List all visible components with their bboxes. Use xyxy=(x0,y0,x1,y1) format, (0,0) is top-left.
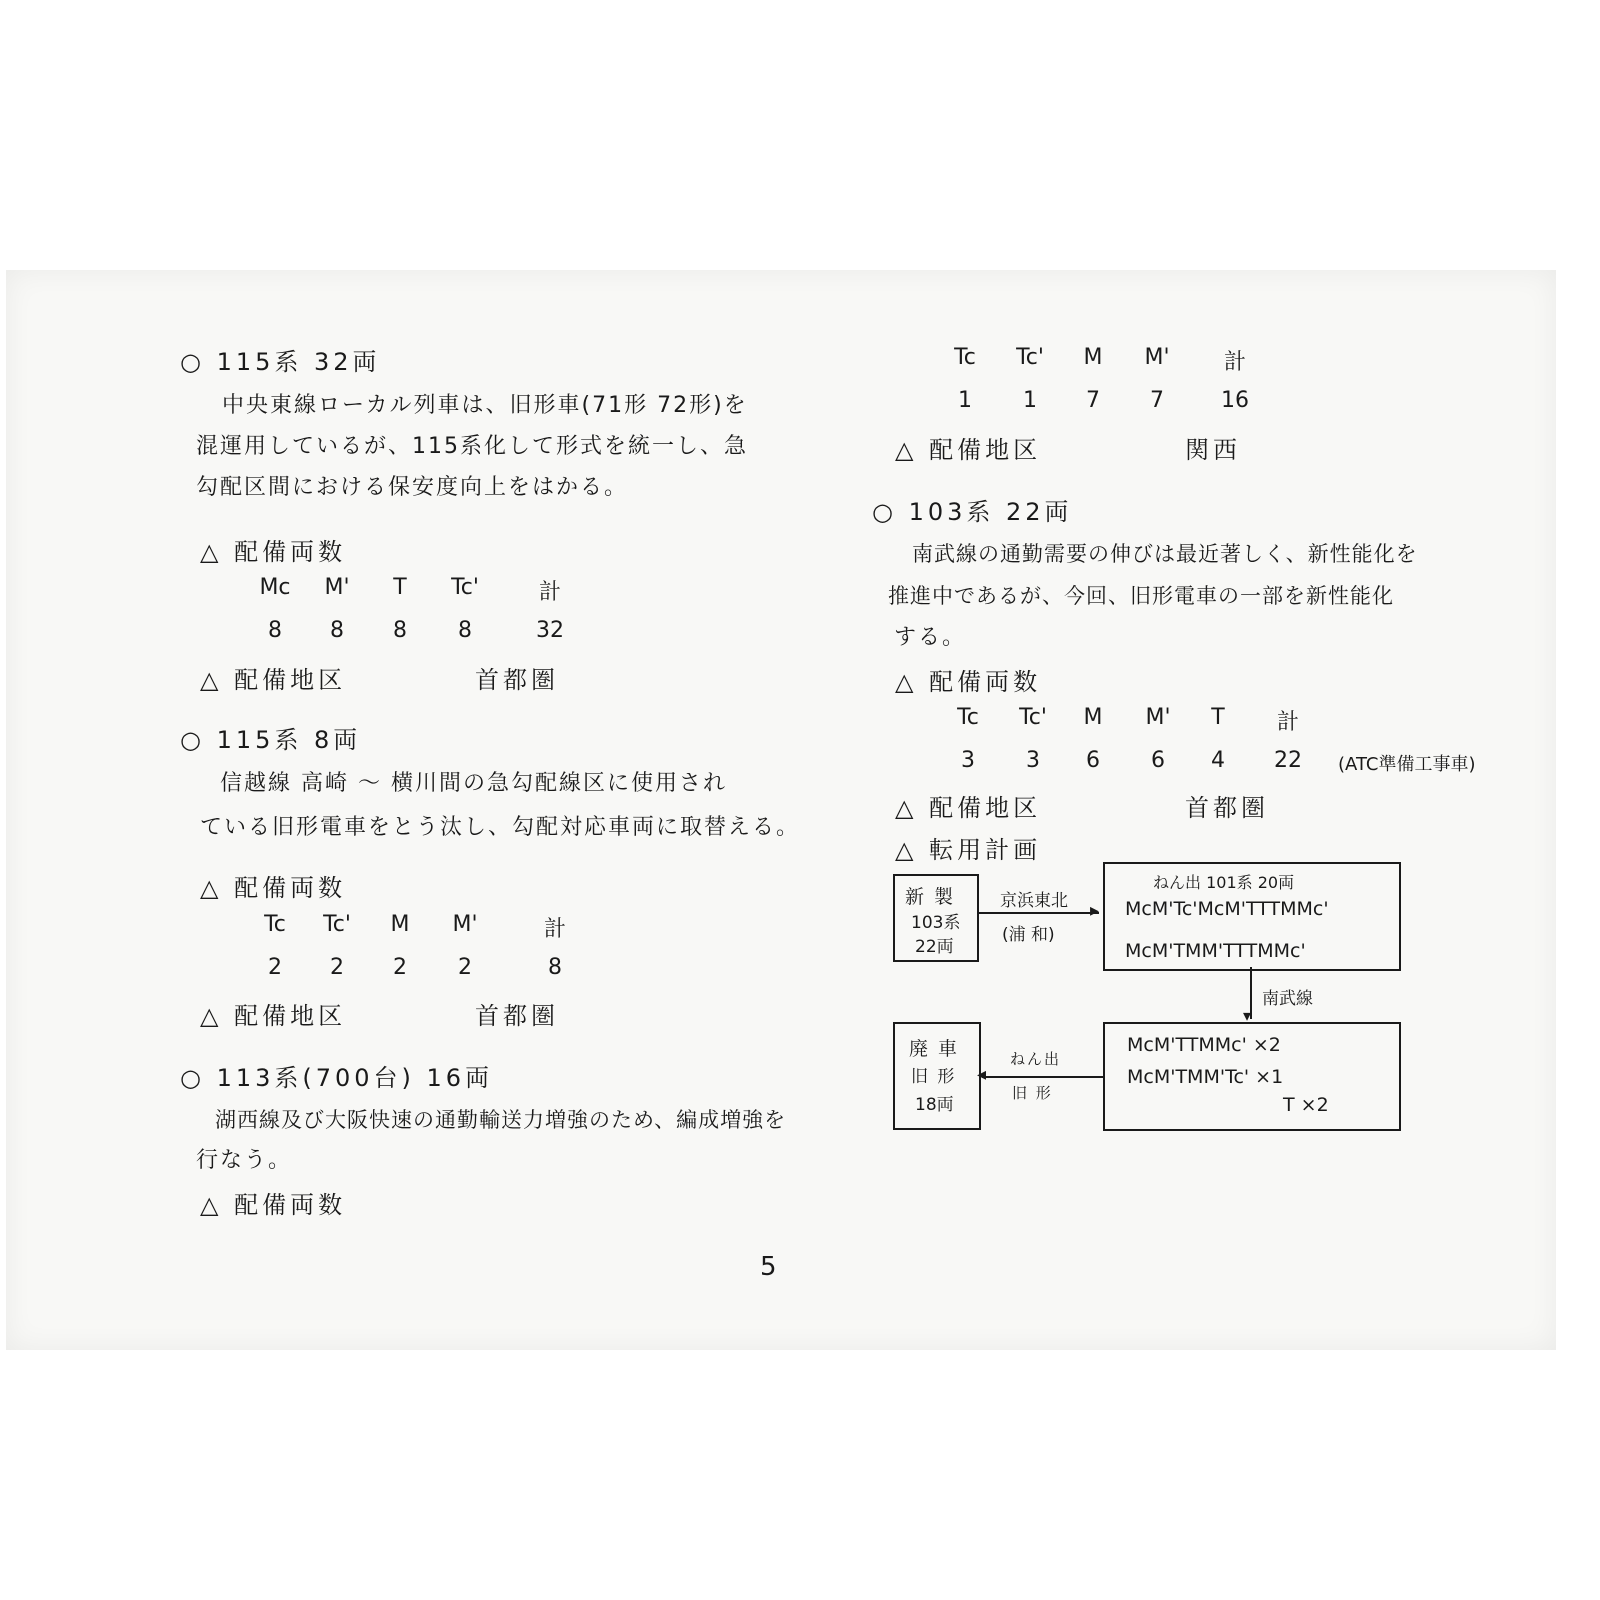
body-line: 勾配区間における保安度向上をはかる。 xyxy=(196,475,629,500)
col-label: 計 xyxy=(543,917,566,942)
col-value: 3 xyxy=(1026,748,1040,773)
area-label: △ 配備地区 xyxy=(200,666,347,694)
col-label: M' xyxy=(1145,705,1171,730)
area-label: △ 配備地区 xyxy=(200,1002,347,1030)
body-line: 信越線 高崎 ～ 横川間の急勾配線区に使用され xyxy=(220,771,727,796)
col-value: 1 xyxy=(958,388,972,413)
col-value: 7 xyxy=(1150,388,1164,413)
heading-113-16: ○ 113系(700台) 16両 xyxy=(180,1064,494,1092)
heading-115-8: ○ 115系 8両 xyxy=(180,726,362,754)
col-value: 6 xyxy=(1086,748,1100,773)
col-value: 8 xyxy=(268,618,282,643)
col-value: 32 xyxy=(536,618,564,643)
col-value: 2 xyxy=(268,955,282,980)
arrow-right xyxy=(977,912,1099,914)
col-value: 4 xyxy=(1211,748,1225,773)
route-label: ねん出 xyxy=(1010,1050,1062,1068)
area-label: △ 配備地区 xyxy=(895,436,1042,464)
col-label: 計 xyxy=(538,580,561,605)
route-label: 京浜東北 xyxy=(1000,891,1068,911)
body-line: 湖西線及び大阪快速の通勤輸送力増強のため、編成増強を xyxy=(215,1108,787,1132)
col-value: 2 xyxy=(393,955,407,980)
col-label: 計 xyxy=(1276,710,1299,735)
col-value: 2 xyxy=(330,955,344,980)
arrow-head: ◂ xyxy=(977,1064,987,1085)
col-label: M' xyxy=(324,575,350,600)
cars-label: △ 配備両数 xyxy=(200,538,347,566)
area-value: 首都圏 xyxy=(1185,794,1269,822)
area-label: △ 配備地区 xyxy=(895,794,1042,822)
col-value: 1 xyxy=(1023,388,1037,413)
col-label: Tc xyxy=(264,912,286,937)
cars-label: △ 配備両数 xyxy=(200,874,347,902)
area-value: 首都圏 xyxy=(475,666,559,694)
col-label: Tc' xyxy=(323,912,351,937)
col-value: 8 xyxy=(548,955,562,980)
col-label: Tc xyxy=(954,345,976,370)
page-number: 5 xyxy=(760,1252,777,1282)
area-value: 関西 xyxy=(1185,436,1241,464)
col-label: T xyxy=(1211,705,1225,730)
nambu-box: McM'TTMMc' ×2 McM'TMM'Tc' ×1 T ×2 xyxy=(1103,1022,1401,1131)
scrap-box: 廃 車 旧 形 18両 xyxy=(893,1022,981,1130)
cars-label: △ 配備両数 xyxy=(895,668,1042,696)
col-value: 2 xyxy=(458,955,472,980)
arrow-left xyxy=(982,1076,1103,1078)
col-value: 7 xyxy=(1086,388,1100,413)
cars-label: △ 配備両数 xyxy=(200,1191,347,1219)
col-label: T xyxy=(393,575,407,600)
heading-103-22: ○ 103系 22両 xyxy=(872,498,1073,526)
col-value: 8 xyxy=(393,618,407,643)
released-101-box: ねん出 101系 20両 McM'Tc'McM'TTTMMc' McM'TMM'TTTMMc' xyxy=(1103,862,1401,971)
col-label: Mc xyxy=(259,575,291,600)
col-label: Tc' xyxy=(451,575,479,600)
col-label: M xyxy=(390,912,410,937)
col-label: 計 xyxy=(1223,350,1246,375)
heading-115-32: ○ 115系 32両 xyxy=(180,348,381,376)
col-value: 8 xyxy=(458,618,472,643)
col-value: 8 xyxy=(330,618,344,643)
col-value: 22 xyxy=(1274,748,1302,773)
area-value: 首都圏 xyxy=(475,1002,559,1030)
body-line: ている旧形電車をとう汰し、勾配対応車両に取替える。 xyxy=(200,815,801,840)
body-line: 混運用しているが、115系化して形式を統一し、急 xyxy=(196,434,748,459)
col-label: Tc' xyxy=(1016,345,1044,370)
body-line: 行なう。 xyxy=(196,1148,293,1173)
col-label: M xyxy=(1083,345,1103,370)
col-value: 6 xyxy=(1151,748,1165,773)
route-label: 旧 形 xyxy=(1012,1084,1053,1102)
body-line: 中央東線ローカル列車は、旧形車(71形 72形)を xyxy=(222,393,748,418)
col-label: M' xyxy=(452,912,478,937)
plan-label: △ 転用計画 xyxy=(895,836,1042,864)
body-line: 推進中であるが、今回、旧形電車の一部を新性能化 xyxy=(888,584,1394,608)
atc-note: (ATC準備工事車) xyxy=(1338,754,1476,775)
col-label: Tc xyxy=(957,705,979,730)
col-value: 16 xyxy=(1221,388,1249,413)
arrow-head: ▾ xyxy=(1243,1006,1252,1025)
body-line: 南武線の通勤需要の伸びは最近著しく、新性能化を xyxy=(912,542,1418,566)
col-label: M' xyxy=(1144,345,1170,370)
route-label: 南武線 xyxy=(1262,989,1313,1009)
col-label: M xyxy=(1083,705,1103,730)
new-build-box: 新 製 103系 22両 xyxy=(893,874,979,962)
route-label: (浦 和) xyxy=(1002,925,1055,945)
body-line: する。 xyxy=(894,625,967,650)
col-label: Tc' xyxy=(1019,705,1047,730)
col-value: 3 xyxy=(961,748,975,773)
arrow-head: ▸ xyxy=(1090,900,1100,921)
